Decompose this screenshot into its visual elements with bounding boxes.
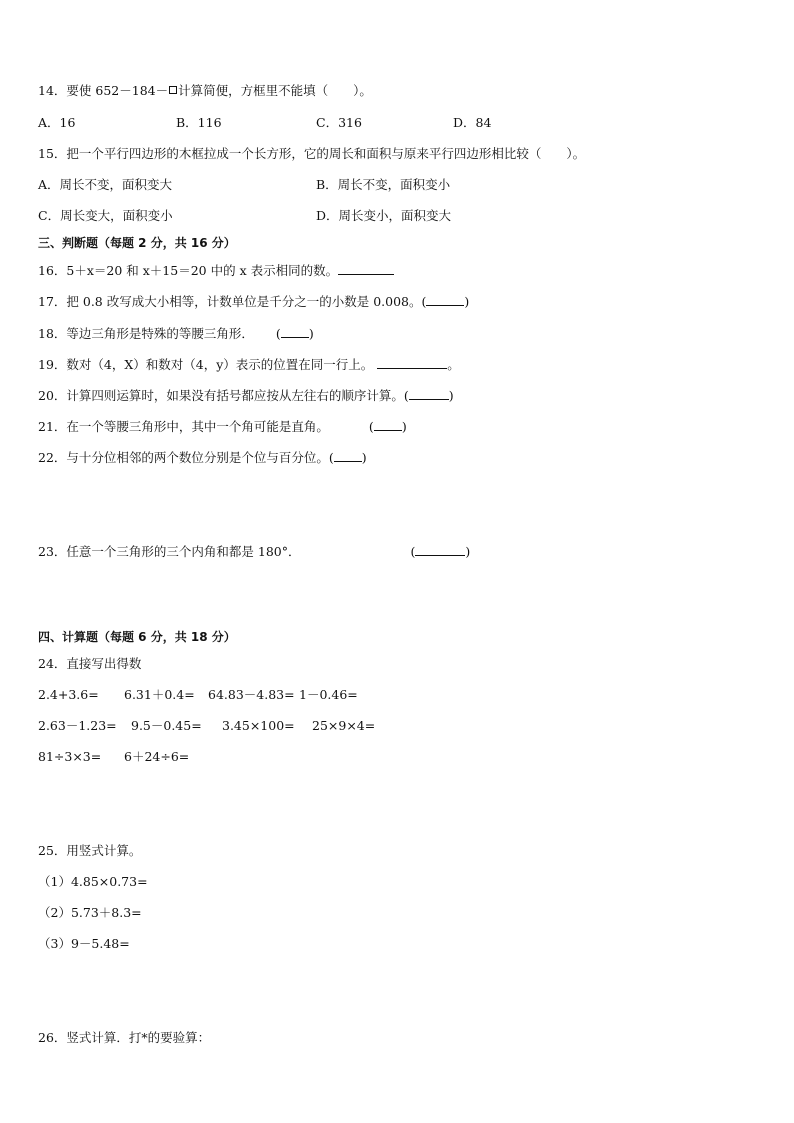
q24-r1-c1: 2.4+3.6= — [38, 687, 99, 702]
square-box-icon — [169, 86, 177, 94]
q25-item-3: （3）9－5.48= — [38, 936, 130, 951]
q23: 23．任意一个三角形的三个内角和都是 180°． ( ) — [38, 544, 471, 559]
q20-answer-blank[interactable] — [409, 387, 449, 400]
q16: 16．5＋x＝20 和 x＋15＝20 中的 x 表示相同的数。 — [38, 262, 394, 278]
q21: 21．在一个等腰三角形中，其中一个角可能是直角。 ( ) — [38, 419, 407, 434]
q16-answer-blank[interactable] — [338, 262, 394, 275]
q24-r2-c2: 9.5－0.45= — [131, 718, 202, 733]
q24-r1-c4: 1－0.46= — [299, 687, 358, 702]
q15-option-d: D．周长变小，面积变大 — [316, 208, 452, 223]
q17-answer-blank[interactable] — [426, 293, 464, 306]
q19-answer-blank[interactable] — [377, 356, 447, 369]
q18: 18．等边三角形是特殊的等腰三角形． ( ) — [38, 326, 314, 341]
q14-option-a: A．16 — [38, 115, 76, 130]
q22-answer-blank[interactable] — [334, 449, 362, 462]
q24-r2-c3: 3.45×100= — [222, 718, 295, 733]
q24-r1-c2: 6.31＋0.4= — [124, 687, 195, 702]
q15-option-b: B．周长不变，面积变小 — [316, 177, 451, 192]
q24-r3-c2: 6＋24÷6= — [124, 749, 190, 764]
q17: 17．把 0.8 改写成大小相等，计数单位是千分之一的小数是 0.008。( ) — [38, 294, 470, 309]
q25-item-1: （1）4.85×0.73= — [38, 874, 148, 889]
section4-title: 四、计算题（每题 6 分，共 18 分） — [38, 630, 236, 644]
q22: 22．与十分位相邻的两个数位分别是个位与百分位。( ) — [38, 450, 367, 465]
q14-option-c: C．316 — [316, 115, 362, 130]
q15-option-c: C．周长变大，面积变小 — [38, 208, 173, 223]
q15-stem: 15．把一个平行四边形的木框拉成一个长方形，它的周长和面积与原来平行四边形相比较（ ）。 — [38, 146, 586, 161]
q24-title: 24．直接写出得数 — [38, 656, 142, 671]
q14-option-d: D．84 — [453, 115, 492, 130]
q25-title: 25．用竖式计算。 — [38, 843, 142, 858]
q14-option-b: B．116 — [176, 115, 222, 130]
q24-r1-c3: 64.83－4.83= — [208, 687, 295, 702]
q24-r2-c4: 25×9×4= — [312, 718, 376, 733]
q15-option-a: A．周长不变，面积变大 — [38, 177, 173, 192]
q24-r2-c1: 2.63－1.23= — [38, 718, 117, 733]
section3-title: 三、判断题（每题 2 分，共 16 分） — [38, 236, 236, 250]
q23-answer-blank[interactable] — [415, 543, 465, 556]
q19: 19．数对（4，X）和数对（4，y）表示的位置在同一行上。 。 — [38, 357, 460, 372]
q14-stem: 14．要使 652－184－ 计算简便，方框里不能填（ ）。 — [38, 83, 372, 98]
q26-title: 26．竖式计算．打*的要验算： — [38, 1030, 211, 1045]
q20: 20．计算四则运算时，如果没有括号都应按从左往右的顺序计算。( ) — [38, 388, 454, 403]
q25-item-2: （2）5.73＋8.3= — [38, 905, 142, 920]
q21-answer-blank[interactable] — [374, 418, 402, 431]
q24-r3-c1: 81÷3×3= — [38, 749, 102, 764]
q18-answer-blank[interactable] — [281, 325, 309, 338]
